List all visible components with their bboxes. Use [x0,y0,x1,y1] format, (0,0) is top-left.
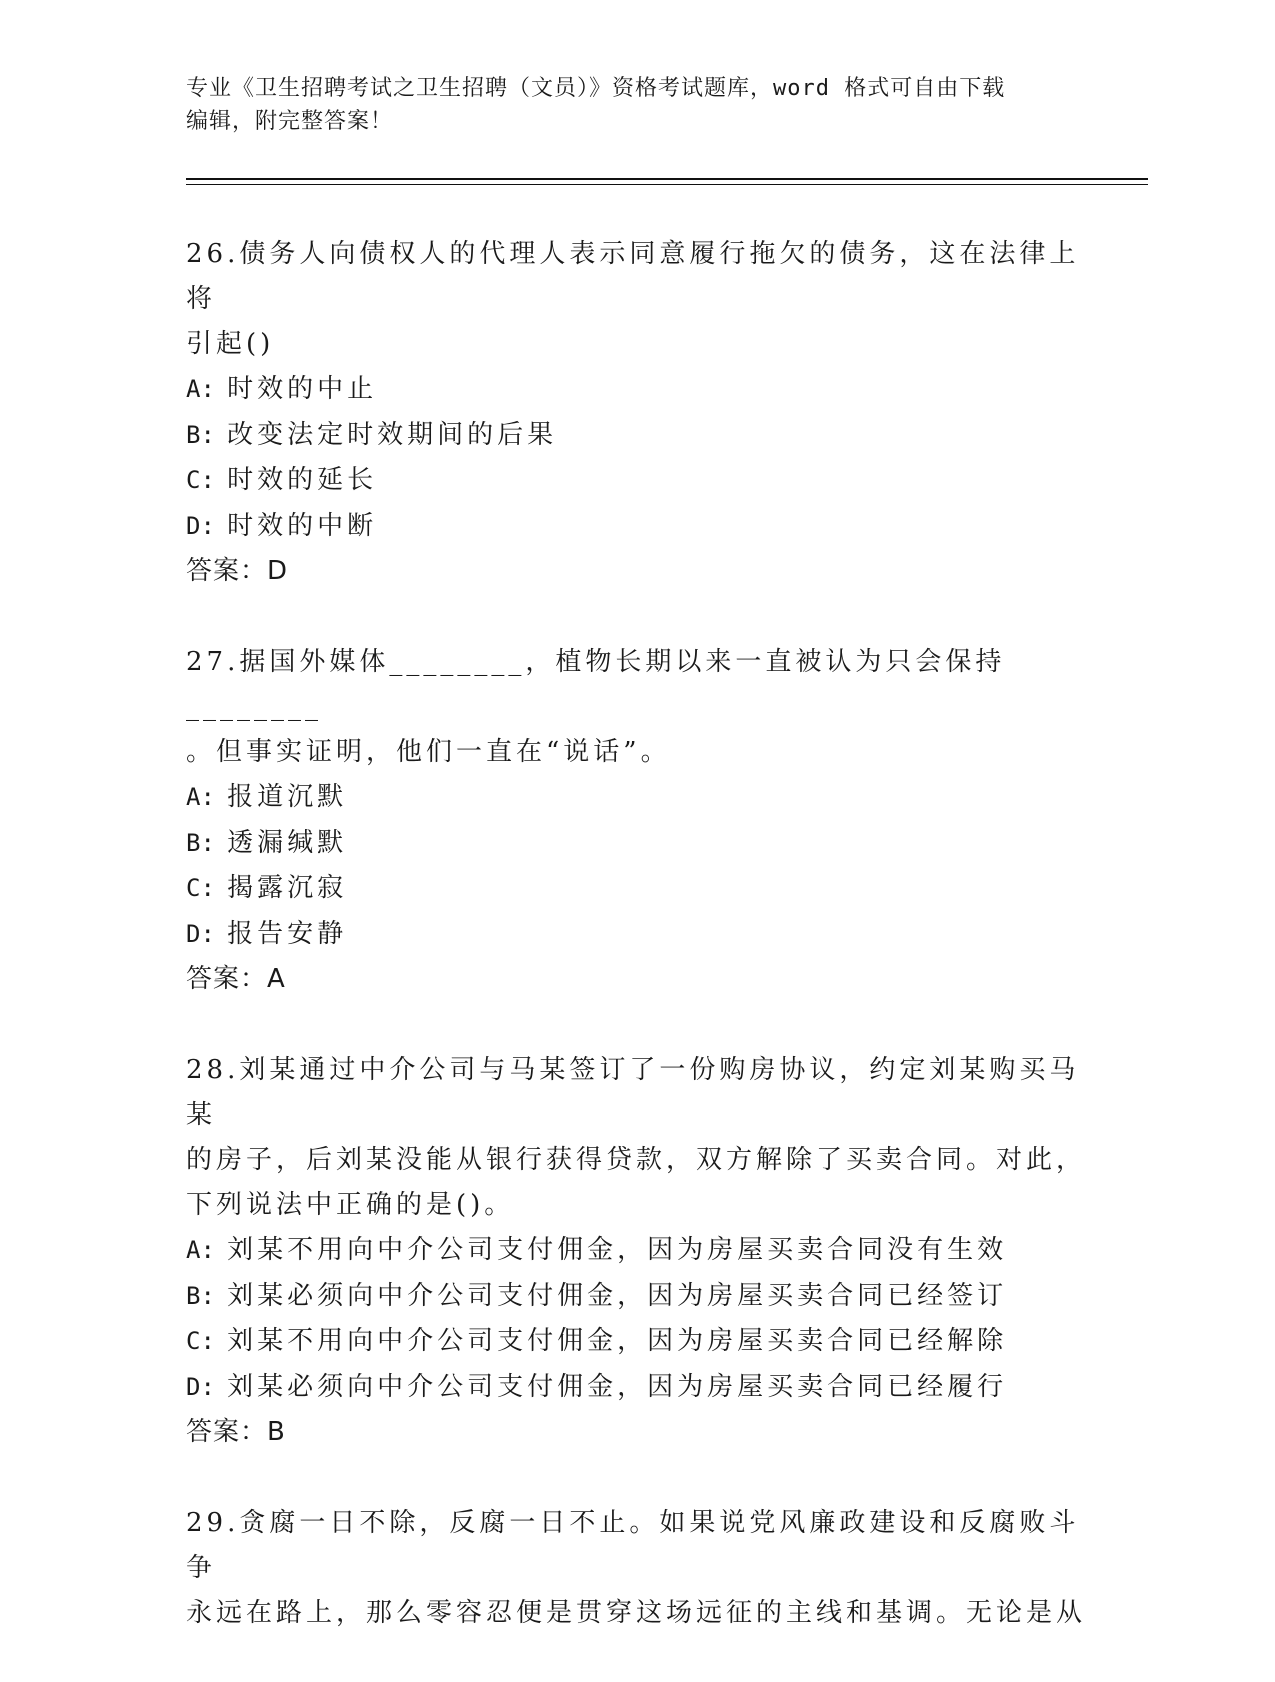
option-letter: D: [186,511,215,540]
option-letter: D: [186,919,215,948]
answer-option [186,413,1086,459]
answer-key: 答案：B [186,1417,286,1447]
option-text: 改变法定时效期间的后果 [227,419,558,450]
question-block [186,232,1086,594]
option-text: 刘某必须向中介公司支付佣金，因为房屋买卖合同已经履行 [227,1371,1008,1402]
option-letter: B: [186,420,215,449]
answer-option [186,504,1086,550]
answer-option [186,1274,1086,1320]
question-block [186,1048,1086,1455]
option-text: 报告安静 [227,918,348,949]
question-stem-line: 28.刘某通过中介公司与马某签订了一份购房协议，约定刘某购买马某 [186,1055,1080,1130]
option-text: 揭露沉寂 [227,873,348,903]
question-stem-line: 的房子，后刘某没能从银行获得贷款，双方解除了买卖合同。对此， [186,1145,1087,1175]
option-text: 时效的延长 [227,465,378,495]
answer-key: 答案：A [186,964,286,994]
option-text: 透漏缄默 [227,827,348,858]
option-text: 刘某不用向中介公司支付佣金，因为房屋买卖合同已经解除 [227,1326,1008,1356]
header-divider-top [186,178,1148,180]
question-stem-line: 27.据国外媒体________，植物长期以来一直被认为只会保持________ [186,647,1006,722]
option-letter: A: [186,375,215,403]
header-line-2: 编辑，附完整答案！ [186,109,394,134]
header-line-1: 专业《卫生招聘考试之卫生招聘（文员）》资格考试题库，word 格式可自由下载 [186,76,1006,101]
answer-option [186,1365,1086,1411]
option-letter: C: [186,466,215,494]
answer-option [186,1319,1086,1365]
answer-option [186,775,1086,821]
option-text: 时效的中断 [227,510,378,541]
question-block [186,1501,1086,1636]
option-letter: D: [186,1372,215,1401]
answer-option [186,458,1086,504]
option-text: 刘某不用向中介公司支付佣金，因为房屋买卖合同没有生效 [227,1235,1008,1265]
answer-key: 答案：D [186,556,289,586]
option-text: 报道沉默 [227,782,348,812]
answer-option [186,912,1086,958]
header-divider-bottom [186,184,1148,185]
question-stem-line: 。但事实证明，他们一直在“说话”。 [186,737,671,767]
question-block [186,640,1086,1002]
answer-option [186,866,1086,912]
option-letter: A: [186,783,215,811]
answer-option [186,367,1086,413]
document-header [186,72,1086,138]
answer-option [186,1228,1086,1274]
option-text: 刘某必须向中介公司支付佣金，因为房屋买卖合同已经签订 [227,1280,1008,1311]
question-list [186,232,1086,1682]
option-text: 时效的中止 [227,374,378,404]
option-letter: B: [186,1281,215,1310]
question-stem-line: 26.债务人向债权人的代理人表示同意履行拖欠的债务，这在法律上将 [186,239,1080,314]
question-stem-line: 永远在路上，那么零容忍便是贯穿这场远征的主线和基调。无论是从 [186,1598,1087,1628]
option-letter: C: [186,874,215,902]
option-letter: B: [186,828,215,857]
answer-option [186,821,1086,867]
option-letter: A: [186,1236,215,1264]
question-stem-line: 29.贪腐一日不除，反腐一日不止。如果说党风廉政建设和反腐败斗争 [186,1508,1080,1583]
question-stem-line: 引起() [186,329,275,359]
question-stem-line: 下列说法中正确的是()。 [186,1190,515,1220]
option-letter: C: [186,1327,215,1355]
